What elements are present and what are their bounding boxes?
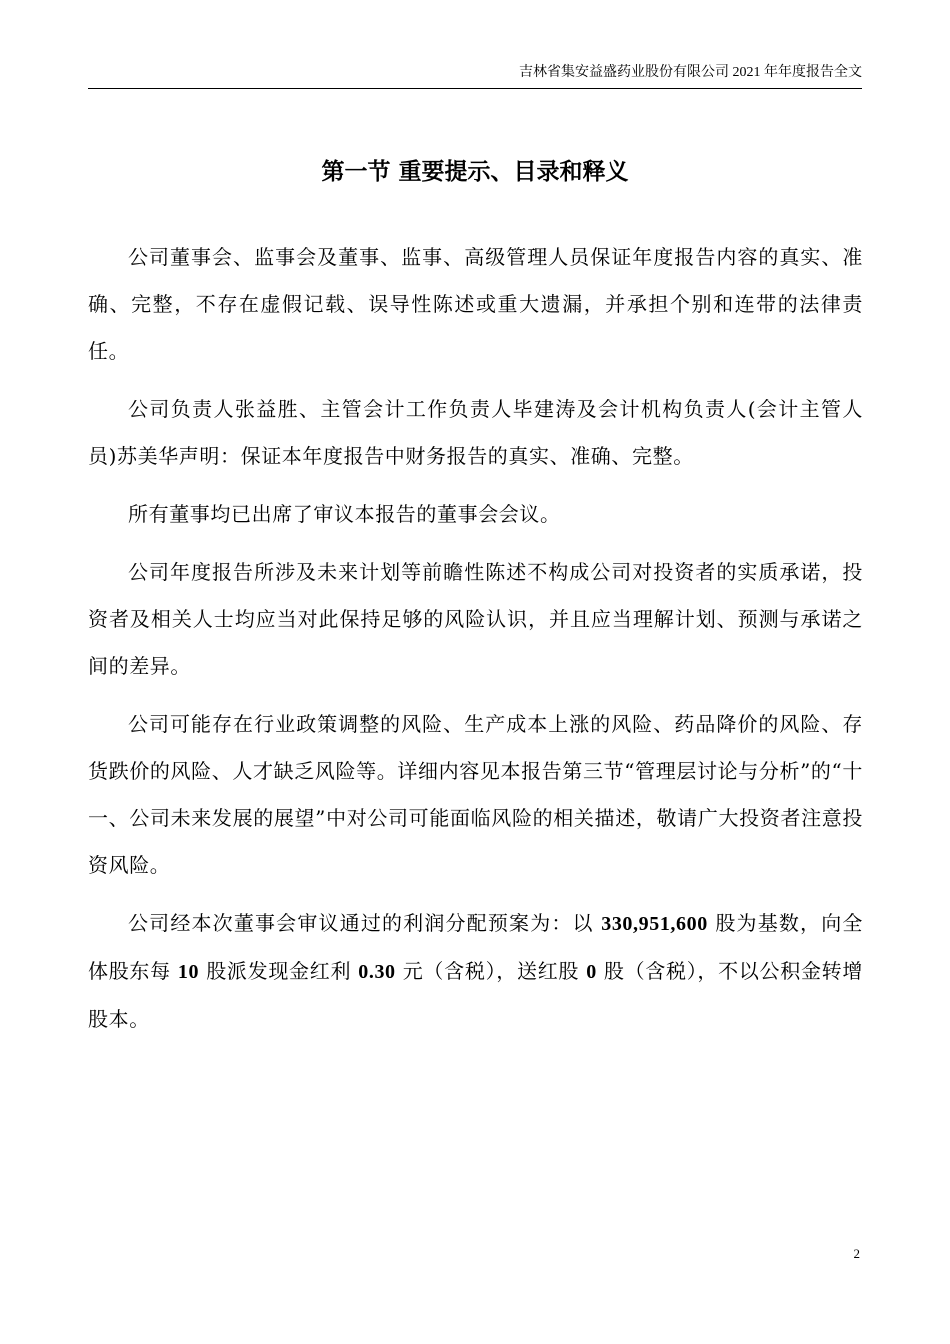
paragraph-dividend: [88, 900, 863, 1043]
paragraph-forward-looking: 公司年度报告所涉及未来计划等前瞻性陈述不构成公司对投资者的实质承诺，投资者及相关人士均应当对此保持足够的风险认识，并且应当理解计划、预测与承诺之间的差异。: [88, 560, 863, 678]
paragraph-risks: 公司可能存在行业政策调整的风险、生产成本上涨的风险、药品降价的风险、存货跌价的风险、人才缺乏风险等。详细内容见本报告第三节“管理层讨论与分析”的“十一、公司未来发展的展望”中对公司可能面临风险的相关描述，敬请广大投资者注意投资风险。: [88, 712, 863, 877]
dividend-bonus-shares: 0: [586, 961, 597, 983]
dividend-per-shares: 10: [177, 961, 200, 983]
paragraph-responsibility: 公司董事会、监事会及董事、监事、高级管理人员保证年度报告内容的真实、准确、完整，不存在虚假记载、误导性陈述或重大遗漏，并承担个别和连带的法律责任。: [88, 245, 863, 363]
page-header: [88, 62, 862, 89]
dividend-text-3: 股派发现金红利: [199, 959, 359, 983]
section-title: 第一节 重要提示、目录和释义: [321, 159, 629, 185]
paragraph-officer-statement: 公司负责人张益胜、主管会计工作负责人毕建涛及会计机构负责人(会计主管人员)苏美华声明：保证本年度报告中财务报告的真实、准确、完整。: [88, 397, 863, 468]
main-content: [88, 234, 863, 1054]
paragraph-attendance: 所有董事均已出席了审议本报告的董事会会议。: [128, 502, 561, 526]
dividend-text-1: 公司经本次董事会审议通过的利润分配预案为：以: [128, 911, 602, 935]
dividend-cash-amount: 0.30: [358, 961, 396, 983]
dividend-share-base: 330,951,600: [601, 913, 708, 935]
dividend-text-2: 股为基数，向全体股东每: [88, 911, 863, 983]
header-text: 吉林省集安益盛药业股份有限公司 2021 年年度报告全文: [519, 65, 862, 80]
dividend-text-5: 股（含税），不以公积金转增股本。: [88, 959, 863, 1031]
page-number: 2: [853, 1246, 860, 1261]
dividend-text-4: 元（含税），送红股: [395, 959, 587, 983]
